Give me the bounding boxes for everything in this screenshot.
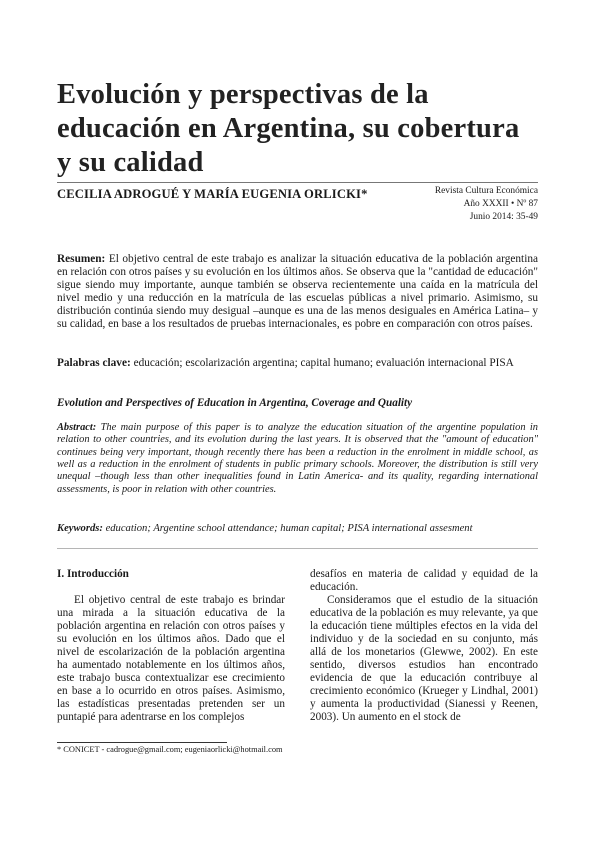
body-paragraph: desafíos en materia de calidad y equidad de la educación. (310, 568, 538, 593)
abstract-en-label: Abstract: (57, 422, 97, 433)
abstract-es-label: Resumen: (57, 253, 106, 265)
footnote: * CONICET - cadrogue@gmail.com; eugeniaorlicki@hotmail.com (57, 745, 283, 754)
journal-info (378, 185, 538, 224)
english-title: Evolution and Perspectives of Education in Argentina, Coverage and Quality (57, 397, 413, 409)
title-rule (57, 182, 538, 183)
author-names: CECILIA ADROGUÉ Y MARÍA EUGENIA ORLICKI* (57, 187, 368, 201)
keywords-english (57, 522, 538, 535)
keywords-spanish (57, 357, 538, 370)
abstract-english (57, 422, 538, 496)
abstract-en-text: The main purpose of this paper is to analyze the education situation of the argentine population in relation to other countries, and its evolution during the last years. It is observed that the "amount of education" continues being very important, though recently there has been a reduction in the enrolment in middle school, as well as a reduction in the enrolment of students in public primary schools. Moreover, the distribution is still very unequal –though less than other inequalities found in Latin America- and its quality, regarding international assessments, is poor in relation with other countries. (57, 422, 538, 495)
body-paragraph: Consideramos que el estudio de la situación educativa de la población es muy relevante, ya que la educación tiene múltiples efectos en la vida del individuo y de la sociedad en su conjunto, más allá de los monetarios (Glewwe, 2002). En este sentido, diversos estudios han encontrado evidencia de que la educación contribuye al crecimiento económico (Krueger y Lindhal, 2001) y aumenta la productividad (Sianessi y Reenen, 2003). Un aumento en el stock de (310, 594, 538, 723)
keywords-es-text: educación; escolarización argentina; capital humano; evaluación internacional PISA (133, 357, 514, 369)
keywords-en-text: education; Argentine school attendance; human capital; PISA international assesment (105, 523, 473, 534)
section-divider (57, 548, 538, 549)
keywords-es-label: Palabras clave: (57, 357, 131, 369)
footnote-rule (57, 742, 227, 743)
section-heading: I. Introducción (57, 568, 129, 580)
journal-volume: Año XXXII • Nº 87 (463, 199, 538, 209)
body-column-left (57, 568, 285, 724)
abstract-spanish (57, 253, 538, 332)
abstract-es-text: El objetivo central de este trabajo es analizar la situación educativa de la población argentina en relación con otros países y su evolución en los últimos años. Se observa que la "cantidad de educación" sigue siendo muy importante, aunque también se observa recientemente una caída en la matrícula del nivel medio y una reducción en la matrícula de las escuelas públicas a nivel primario. Asimismo, su distribución continúa siendo muy desigual –aunque es una de las menos desiguales en América Latina– y su calidad, en base a los resultados de pruebas internacionales, es pobre en comparación con otros países. (57, 253, 538, 331)
journal-date: Junio 2014: 35-49 (469, 212, 538, 222)
body-paragraph: El objetivo central de este trabajo es brindar una mirada a la situación educativa de la población argentina en relación con otros países y su evolución en los últimos años. Dado que el nivel de escolarización de la población argentina ha aumentado notablemente en los últimos años, este trabajo busca contextualizar ese crecimiento en base a lo ocurrido en otros países. Asimismo, las estadísticas presentadas pretenden ser un puntapié para adentrarse en los complejos (57, 594, 285, 723)
paper-title: Evolución y perspectivas de la educación en Argentina, su cobertura y su calidad (57, 79, 520, 178)
body-column-right (310, 568, 538, 724)
journal-name: Revista Cultura Económica (434, 186, 538, 196)
keywords-en-label: Keywords: (57, 523, 103, 534)
